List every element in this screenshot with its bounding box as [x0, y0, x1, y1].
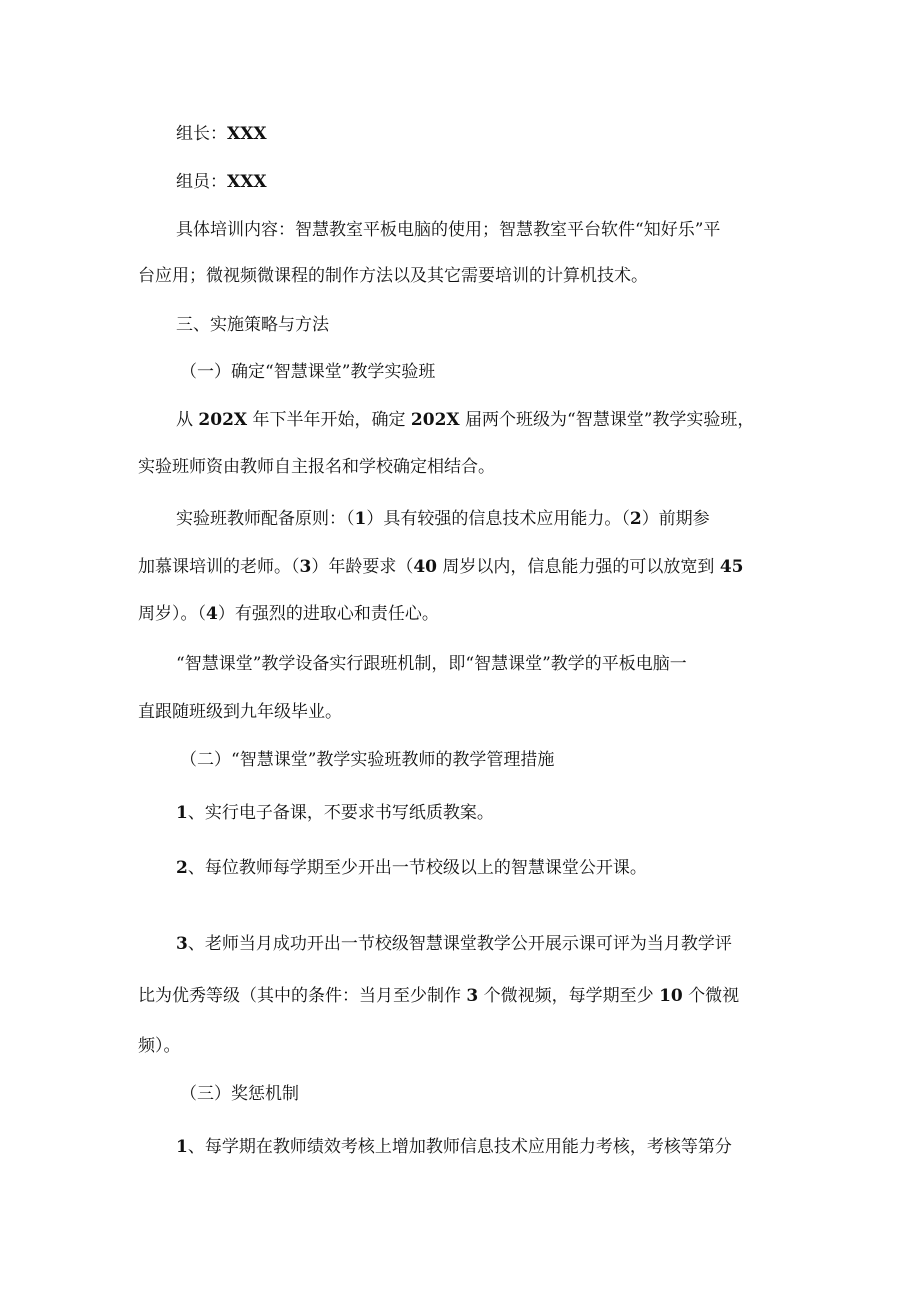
text-run: 实验班教师配备原则：（ — [176, 509, 355, 529]
text-run: 个微视频，每学期至少 — [478, 986, 660, 1006]
text-run: 个微视 — [682, 986, 740, 1006]
paragraph-staffing-line-2 — [138, 555, 744, 579]
text-run: 具体培训内容：智慧教室平板电脑的使用；智慧教室平台软件“知好乐”平 — [176, 220, 721, 240]
text-run: ）年龄要求（ — [311, 557, 414, 577]
text-run: 组员： — [176, 172, 227, 192]
bold-text-run: 202X — [410, 410, 460, 430]
bold-text-run: 3 — [299, 557, 312, 577]
text-run: 从 — [176, 410, 199, 430]
text-run: （一）确定“智慧课堂”教学实验班 — [180, 362, 436, 382]
paragraph-staffing-line-3 — [138, 602, 439, 626]
measure-item-1 — [176, 801, 494, 825]
bold-text-run: 2 — [629, 509, 642, 529]
text-run: 届两个班级为“智慧课堂”教学实验班， — [459, 410, 755, 430]
leader-line — [176, 122, 267, 146]
text-run: 、老师当月成功开出一节校级智慧课堂教学公开展示课可评为当月教学评 — [187, 934, 732, 954]
text-run: 周岁）。（ — [138, 604, 206, 624]
bold-text-run: 1 — [354, 509, 367, 529]
bold-text-run: 202X — [198, 410, 248, 430]
text-run: 组长： — [176, 124, 227, 144]
text-run: 加慕课培训的老师。（ — [138, 557, 300, 577]
measure-item-3-line-3 — [138, 1034, 181, 1058]
text-run: 比为优秀等级（其中的条件：当月至少制作 — [138, 986, 467, 1006]
training-content-line-1 — [176, 218, 720, 242]
measure-item-3-line-1 — [176, 932, 732, 956]
text-run: ）前期参 — [641, 509, 710, 529]
subsection-heading-2 — [180, 748, 554, 772]
text-run: 、每位教师每学期至少开出一节校级以上的智慧课堂公开课。 — [187, 858, 647, 878]
bold-text-run: XXX — [227, 172, 267, 192]
section-heading-3 — [176, 313, 329, 337]
bold-text-run: 1 — [176, 803, 188, 823]
paragraph-pilot-class-line-1 — [176, 408, 754, 432]
text-run: 周岁以内，信息能力强的可以放宽到 — [437, 557, 720, 577]
text-run: ）具有较强的信息技术应用能力。（ — [366, 509, 630, 529]
paragraph-equipment-line-1 — [176, 652, 687, 676]
reward-item-1 — [176, 1135, 732, 1159]
bold-text-run: 3 — [466, 986, 479, 1006]
text-run: ）有强烈的进取心和责任心。 — [217, 604, 439, 624]
bold-text-run: 2 — [176, 858, 188, 878]
bold-text-run: 40 — [413, 557, 438, 577]
bold-text-run: 3 — [176, 934, 188, 954]
paragraph-equipment-line-2 — [138, 700, 342, 724]
text-run: 、每学期在教师绩效考核上增加教师信息技术应用能力考核，考核等第分 — [187, 1137, 732, 1157]
member-line — [176, 170, 267, 194]
text-run: “智慧课堂”教学设备实行跟班机制，即“智慧课堂”教学的平板电脑一 — [176, 654, 687, 674]
measure-item-2 — [176, 856, 647, 880]
text-run: （二）“智慧课堂”教学实验班教师的教学管理措施 — [180, 750, 555, 770]
paragraph-staffing-line-1 — [176, 507, 710, 531]
paragraph-pilot-class-line-2 — [138, 455, 495, 479]
bold-text-run: 10 — [659, 986, 683, 1006]
text-run: 台应用；微视频微课程的制作方法以及其它需要培训的计算机技术。 — [138, 266, 648, 286]
bold-text-run: 45 — [719, 557, 744, 577]
text-run: 年下半年开始，确定 — [247, 410, 411, 430]
text-run: 、实行电子备课，不要求书写纸质教案。 — [187, 803, 494, 823]
training-content-line-2 — [138, 264, 648, 288]
text-run: （三）奖惩机制 — [180, 1084, 299, 1104]
text-run: 频）。 — [138, 1036, 181, 1056]
subsection-heading-1 — [180, 360, 435, 384]
text-run: 三、实施策略与方法 — [176, 315, 329, 335]
text-run: 直跟随班级到九年级毕业。 — [138, 702, 342, 722]
measure-item-3-line-2 — [138, 984, 739, 1008]
bold-text-run: 4 — [206, 604, 218, 624]
text-run: 实验班师资由教师自主报名和学校确定相结合。 — [138, 457, 495, 477]
subsection-heading-3 — [180, 1082, 299, 1106]
bold-text-run: XXX — [227, 124, 267, 144]
bold-text-run: 1 — [176, 1137, 188, 1157]
